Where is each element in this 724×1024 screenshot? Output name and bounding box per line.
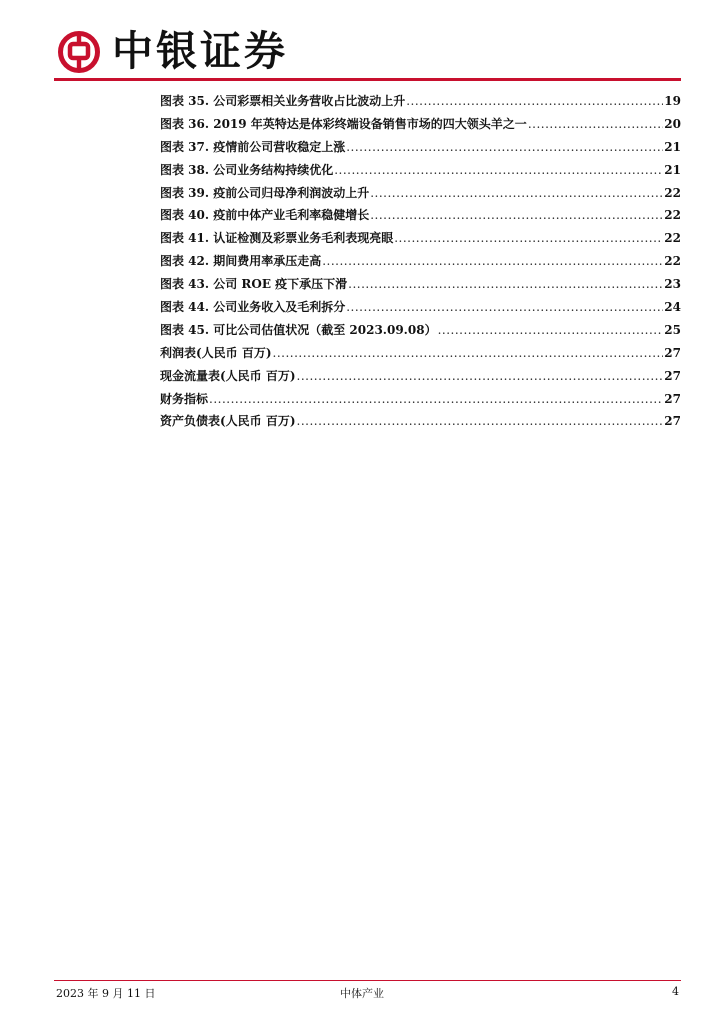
toc-entry[interactable] — [160, 184, 681, 207]
toc-entry-page: 22 — [664, 254, 681, 269]
toc-entry-title: 利润表(人民币 百万) — [160, 345, 272, 360]
toc-entry-title: 图表 35. 公司彩票相关业务营收占比波动上升 — [160, 94, 406, 108]
toc-entry-title: 图表 37. 疫情前公司营收稳定上涨 — [160, 139, 346, 154]
toc-dot-leader — [297, 369, 664, 383]
toc-entry-page: 22 — [664, 231, 681, 246]
toc-dot-leader — [438, 323, 664, 337]
toc-entry[interactable] — [160, 161, 681, 184]
toc-entry-page: 23 — [664, 277, 681, 292]
toc-dot-leader — [528, 117, 663, 131]
footer-company: 中体产业 — [340, 987, 384, 1000]
toc-entry[interactable] — [160, 412, 681, 435]
toc-dot-leader — [370, 186, 663, 200]
toc-entry-title: 图表 41. 认证检测及彩票业务毛利表现亮眼 — [160, 231, 394, 246]
toc-entry-page: 25 — [664, 322, 681, 337]
toc-dot-leader — [209, 392, 663, 406]
toc-dot-leader — [297, 414, 664, 428]
toc-dot-leader — [334, 163, 663, 177]
toc-entry[interactable] — [160, 390, 681, 413]
toc-entry-page: 24 — [664, 300, 681, 315]
toc-dot-leader — [348, 277, 663, 291]
toc-entry[interactable] — [160, 252, 681, 275]
toc-entry[interactable] — [160, 321, 681, 344]
toc-entry-page: 20 — [664, 116, 681, 131]
toc-entry-title: 图表 38. 公司业务结构持续优化 — [160, 162, 334, 177]
toc-entry-page: 21 — [664, 139, 681, 154]
toc-dot-leader — [322, 254, 663, 268]
table-of-contents — [160, 92, 681, 435]
toc-entry-title: 图表 45. 可比公司估值状况（截至 2023.09.08） — [160, 322, 437, 337]
toc-dot-leader — [406, 94, 663, 108]
toc-entry-page: 27 — [664, 391, 681, 406]
toc-dot-leader — [346, 140, 663, 154]
toc-entry-page: 22 — [664, 208, 681, 223]
toc-entry[interactable] — [160, 229, 681, 252]
toc-entry-title: 图表 44. 公司业务收入及毛利拆分 — [160, 300, 346, 315]
toc-entry-title: 图表 43. 公司 ROE 疫下承压下滑 — [160, 277, 348, 292]
bank-of-china-logo-icon — [58, 31, 100, 73]
toc-entry-page: 27 — [664, 368, 681, 383]
header-divider — [54, 78, 681, 81]
toc-entry-title: 图表 42. 期间费用率承压走高 — [160, 254, 322, 269]
toc-entry-title: 图表 39. 疫前公司归母净利润波动上升 — [160, 185, 370, 200]
toc-dot-leader — [273, 346, 664, 360]
toc-entry[interactable] — [160, 138, 681, 161]
toc-entry-title: 财务指标 — [160, 391, 209, 406]
toc-entry[interactable] — [160, 275, 681, 298]
footer-divider — [54, 980, 681, 981]
toc-entry[interactable] — [160, 115, 681, 138]
footer-page-number: 4 — [672, 985, 679, 998]
toc-entry-title: 现金流量表(人民币 百万) — [160, 368, 296, 383]
toc-entry[interactable] — [160, 206, 681, 229]
brand-name: 中银证券 — [112, 27, 288, 75]
toc-dot-leader — [370, 208, 663, 222]
toc-entry-title: 图表 40. 疫前中体产业毛利率稳健增长 — [160, 208, 370, 223]
page-header — [0, 0, 724, 84]
toc-dot-leader — [394, 231, 663, 245]
toc-entry[interactable] — [160, 92, 681, 115]
toc-entry-page: 27 — [664, 345, 681, 360]
toc-entry-title: 图表 36. 2019 年英特达是体彩终端设备销售市场的四大领头羊之一 — [160, 116, 527, 131]
toc-entry[interactable] — [160, 367, 681, 390]
toc-entry-title: 资产负债表(人民币 百万) — [160, 414, 296, 429]
toc-entry[interactable] — [160, 344, 681, 367]
toc-entry-page: 22 — [664, 185, 681, 200]
toc-entry[interactable] — [160, 298, 681, 321]
toc-entry-page: 27 — [664, 414, 681, 429]
toc-entry-page: 21 — [664, 162, 681, 177]
footer-date: 2023 年 9 月 11 日 — [56, 987, 156, 1000]
toc-dot-leader — [346, 300, 663, 314]
toc-entry-page: 19 — [664, 94, 681, 108]
